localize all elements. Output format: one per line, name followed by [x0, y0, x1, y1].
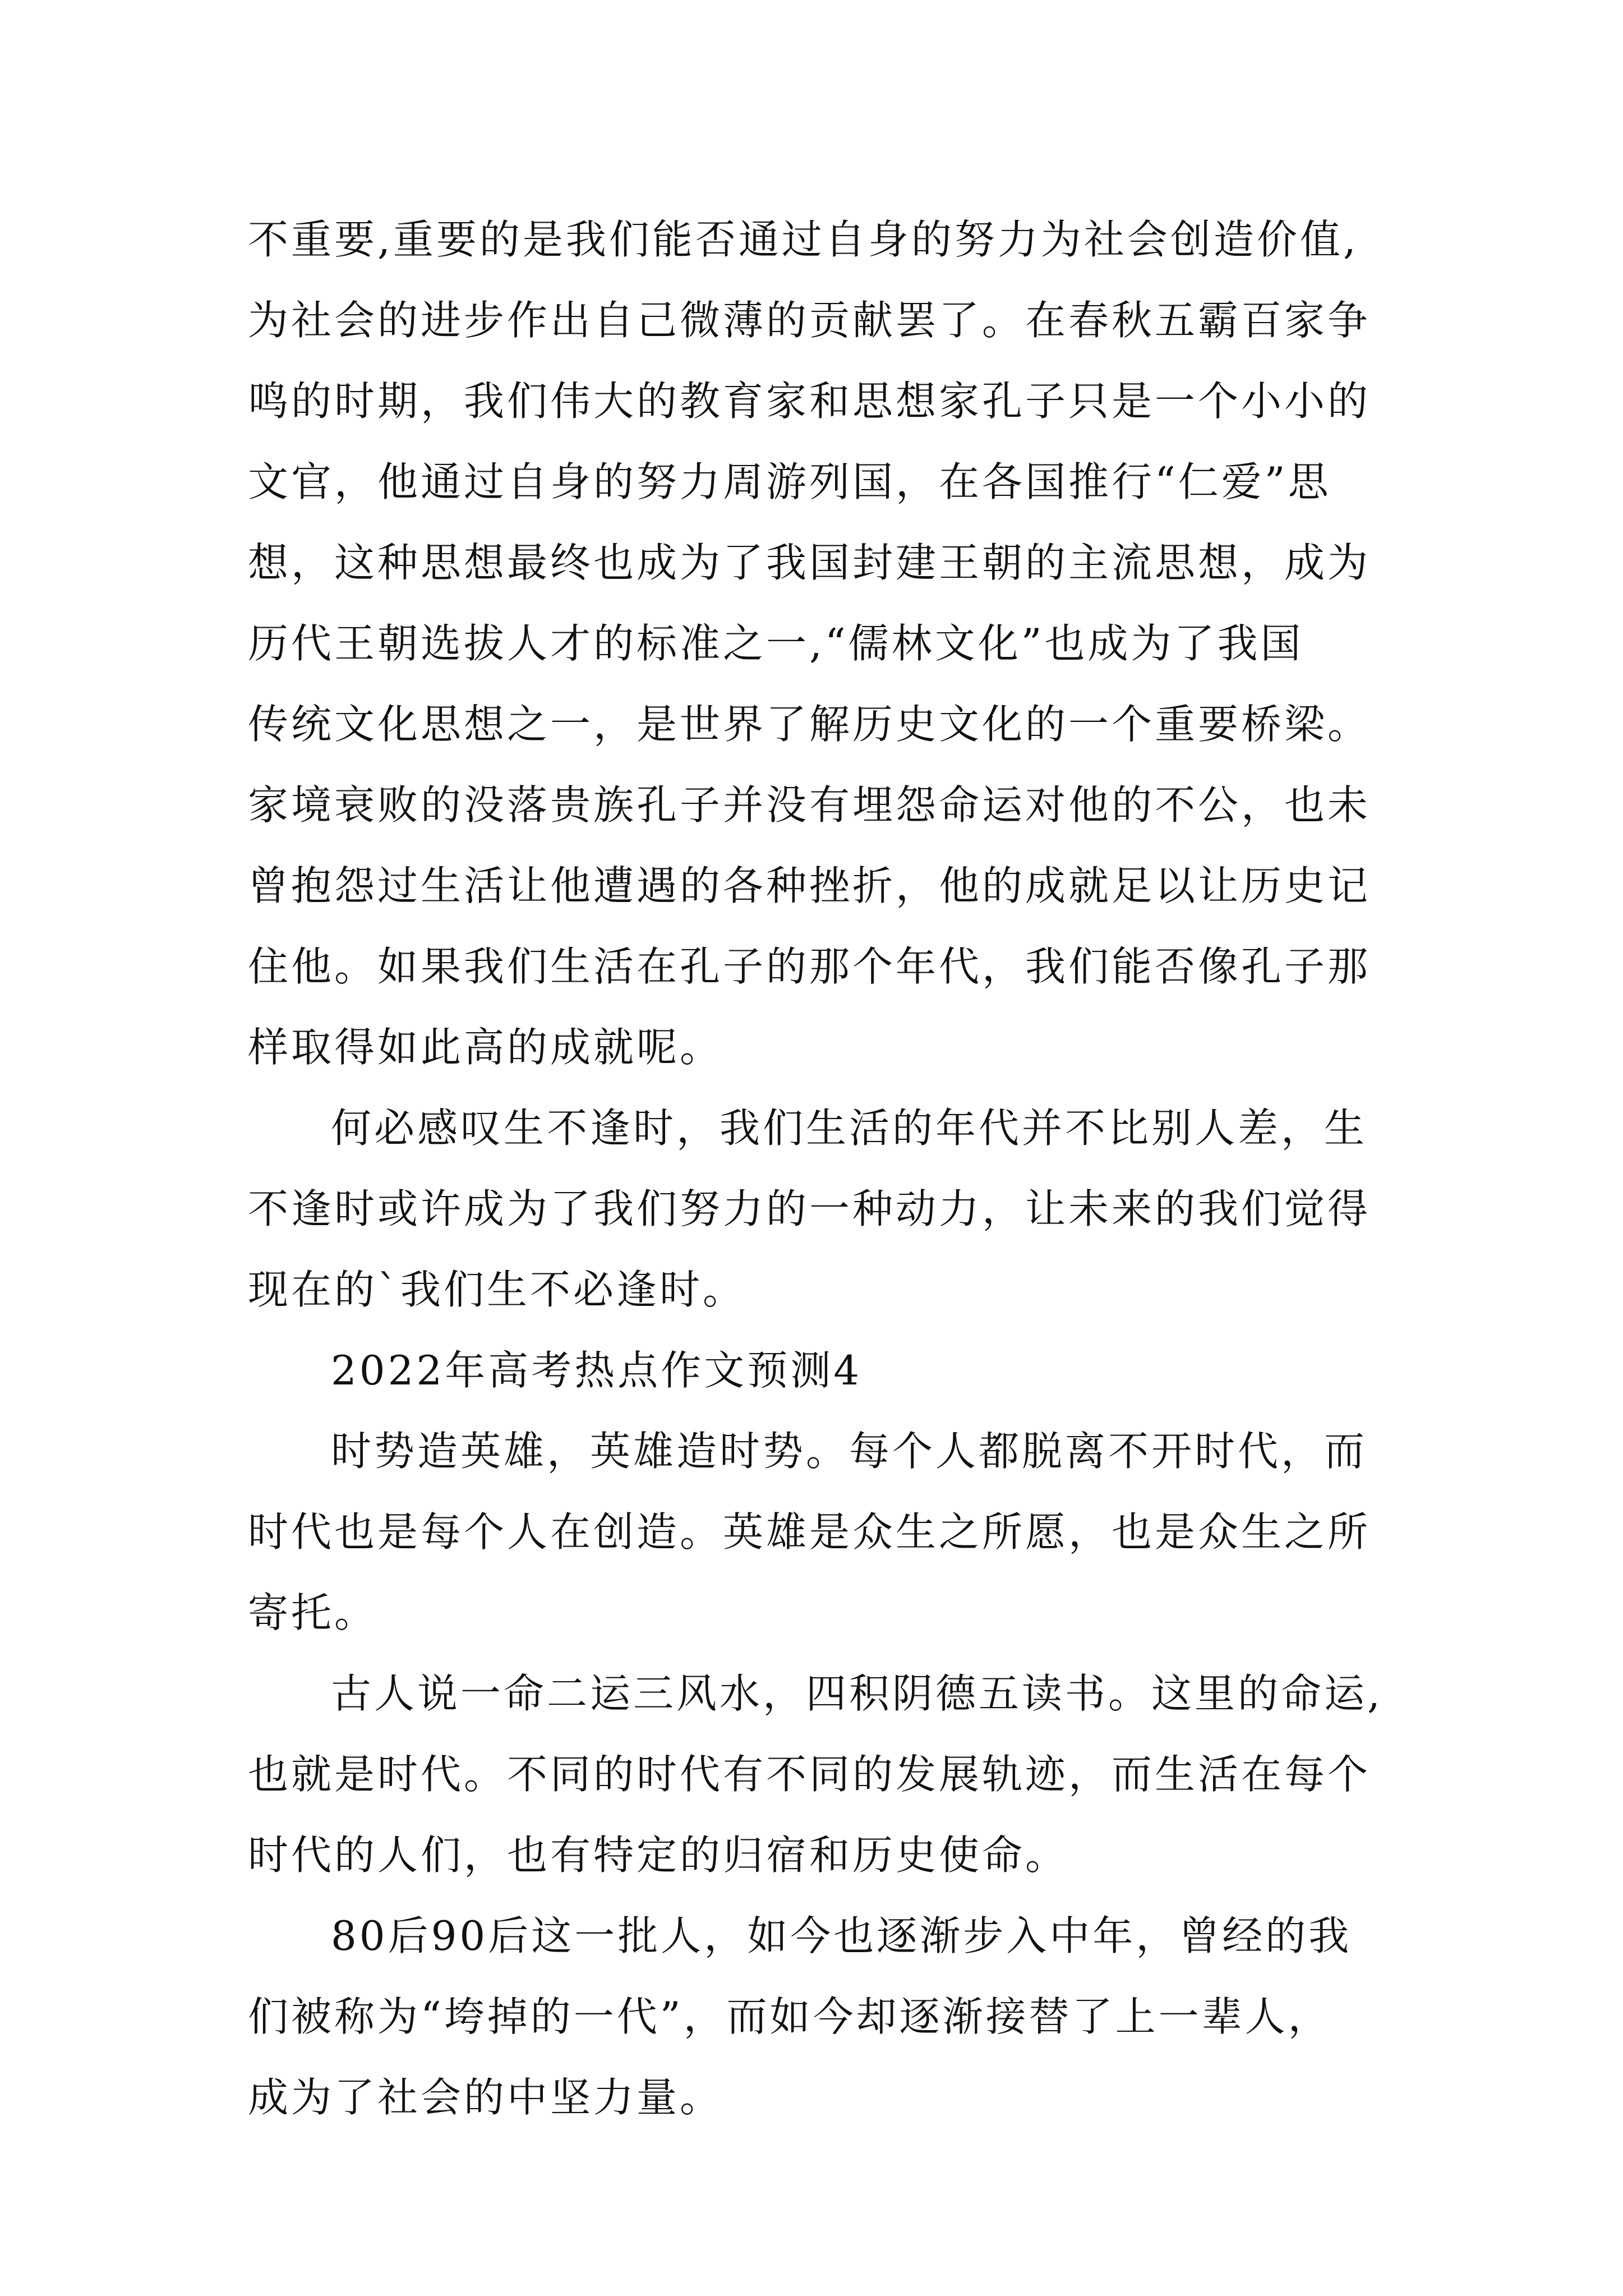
- text-line: 为社会的进步作出自己微薄的贡献罢了。在春秋五霸百家争: [248, 297, 1371, 344]
- text-line: 想，这种思想最终也成为了我国封建王朝的主流思想，成为: [248, 539, 1371, 586]
- text-line: 鸣的时期，我们伟大的教育家和思想家孔子只是一个小小的: [248, 378, 1371, 425]
- text-line: 何必感叹生不逢时，我们生活的年代并不比别人差，生: [331, 1105, 1368, 1152]
- text-line: 不重要,重要的是我们能否通过自身的努力为社会创造价值,: [248, 216, 1359, 263]
- text-line: 传统文化思想之一，是世界了解历史文化的一个重要桥梁。: [248, 701, 1371, 748]
- text-line: 时代的人们，也有特定的归宿和历史使命。: [248, 1832, 1069, 1879]
- section-heading: 2022年高考热点作文预测4: [331, 1347, 863, 1394]
- text-line: 时势造英雄，英雄造时势。每个人都脱离不开时代，而: [331, 1428, 1368, 1475]
- text-line: 住他。如果我们生活在孔子的那个年代，我们能否像孔子那: [248, 943, 1371, 990]
- text-line: 历代王朝选拔人才的标准之一,“儒林文化”也成为了我国: [248, 620, 1304, 667]
- text-line: 时代也是每个人在创造。英雄是众生之所愿，也是众生之所: [248, 1508, 1371, 1556]
- text-line: 不逢时或许成为了我们努力的一种动力，让未来的我们觉得: [248, 1185, 1371, 1232]
- text-line: 也就是时代。不同的时代有不同的发展轨迹，而生活在每个: [248, 1751, 1371, 1798]
- text-line: 80后90后这一批人，如今也逐渐步入中年，曾经的我: [331, 1912, 1352, 1959]
- text-line: 现在的`我们生不必逢时。: [248, 1266, 746, 1313]
- text-line: 古人说一命二运三风水，四积阴德五读书。这里的命运,: [331, 1670, 1383, 1717]
- text-line: 们被称为“垮掉的一代”，而如今却逐渐接替了上一辈人，: [248, 1993, 1331, 2040]
- text-line: 家境衰败的没落贵族孔子并没有埋怨命运对他的不公，也未: [248, 781, 1371, 829]
- text-line: 曾抱怨过生活让他遭遇的各种挫折，他的成就足以让历史记: [248, 862, 1371, 909]
- text-line: 样取得如此高的成就呢。: [248, 1024, 723, 1071]
- text-line: 文官，他通过自身的努力周游列国，在各国推行“仁爱”思: [248, 458, 1331, 505]
- text-line: 成为了社会的中坚力量。: [248, 2074, 723, 2121]
- body-text: [248, 199, 1414, 2138]
- text-line: 寄托。: [248, 1589, 378, 1636]
